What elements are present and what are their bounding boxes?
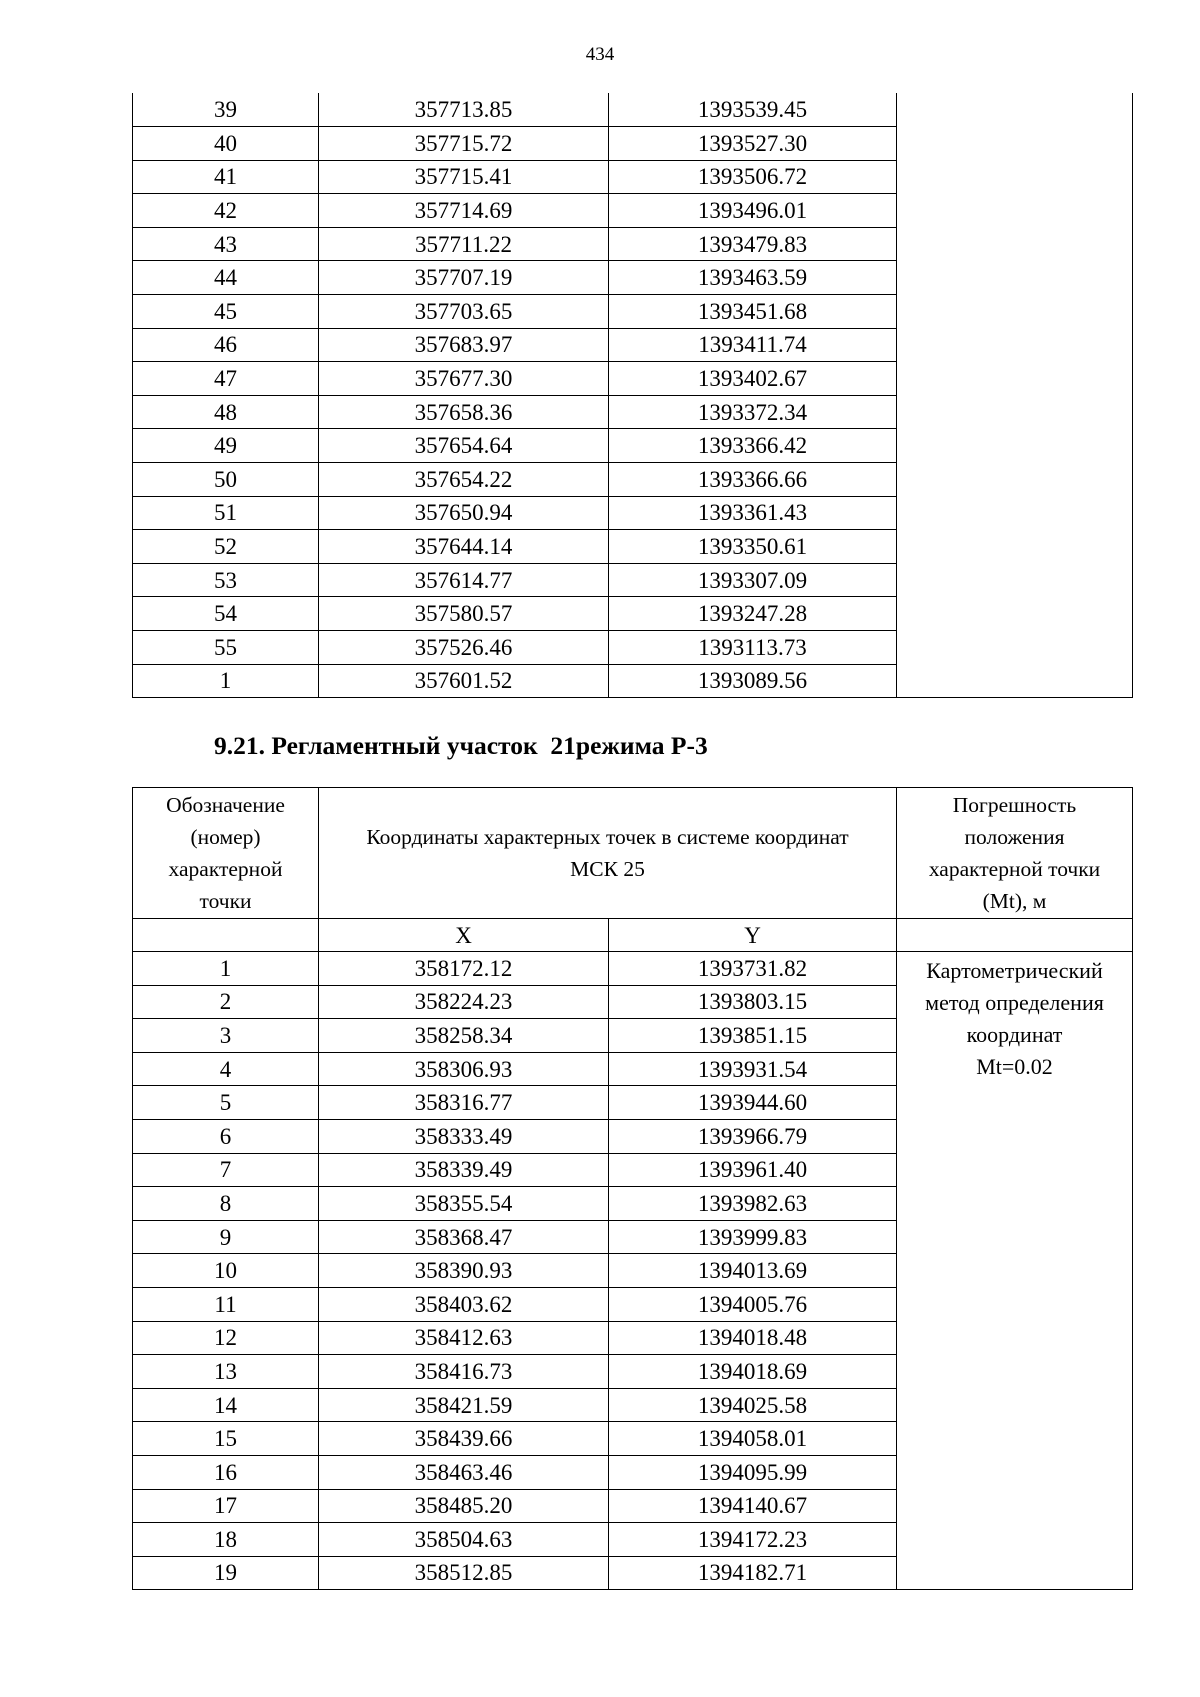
table-row: [133, 93, 1133, 127]
x-coordinate: 357650.94: [319, 496, 609, 530]
point-number: 16: [133, 1455, 319, 1489]
header-coordinates: Координаты характерных точек в системе координат МСК 25: [319, 788, 897, 919]
x-coordinate: 357711.22: [319, 227, 609, 261]
x-coordinate: 357715.41: [319, 160, 609, 194]
x-coordinate: 358416.73: [319, 1355, 609, 1389]
x-coordinate: 357644.14: [319, 530, 609, 564]
point-number: 6: [133, 1119, 319, 1153]
x-coordinate: 358390.93: [319, 1254, 609, 1288]
x-coordinate: 358306.93: [319, 1052, 609, 1086]
x-coordinate: 357703.65: [319, 295, 609, 329]
x-coordinate: 357654.22: [319, 463, 609, 497]
y-coordinate: 1393361.43: [609, 496, 897, 530]
y-coordinate: 1394182.71: [609, 1556, 897, 1590]
x-coordinate: 358403.62: [319, 1287, 609, 1321]
table-header-row: [133, 788, 1133, 919]
y-coordinate: 1393372.34: [609, 395, 897, 429]
x-coordinate: 357654.64: [319, 429, 609, 463]
x-coordinate: 357614.77: [319, 563, 609, 597]
x-coordinate: 357658.36: [319, 395, 609, 429]
y-coordinate: 1393961.40: [609, 1153, 897, 1187]
point-number: 51: [133, 496, 319, 530]
point-number: 14: [133, 1388, 319, 1422]
y-coordinate: 1393931.54: [609, 1052, 897, 1086]
point-number: 10: [133, 1254, 319, 1288]
x-coordinate: 358339.49: [319, 1153, 609, 1187]
y-coordinate: 1393803.15: [609, 985, 897, 1019]
y-coordinate: 1393506.72: [609, 160, 897, 194]
point-number: 11: [133, 1287, 319, 1321]
y-coordinate: 1393539.45: [609, 93, 897, 127]
x-coordinate: 358258.34: [319, 1019, 609, 1053]
x-coordinate: 358368.47: [319, 1220, 609, 1254]
point-number: 55: [133, 631, 319, 665]
x-coordinate: 357677.30: [319, 362, 609, 396]
y-coordinate: 1393944.60: [609, 1086, 897, 1120]
point-number: 39: [133, 93, 319, 127]
x-coordinate: 357683.97: [319, 328, 609, 362]
point-number: 9: [133, 1220, 319, 1254]
x-coordinate: 357714.69: [319, 194, 609, 228]
x-coordinate: 358439.66: [319, 1422, 609, 1456]
y-coordinate: 1393496.01: [609, 194, 897, 228]
x-coordinate: 358316.77: [319, 1086, 609, 1120]
y-coordinate: 1393851.15: [609, 1019, 897, 1053]
accuracy-note: [897, 952, 1133, 1590]
point-number: 41: [133, 160, 319, 194]
y-coordinate: 1393307.09: [609, 563, 897, 597]
subheader-empty: [133, 919, 319, 952]
y-coordinate: 1393366.66: [609, 463, 897, 497]
y-coordinate: 1393966.79: [609, 1119, 897, 1153]
y-coordinate: 1393113.73: [609, 631, 897, 665]
accuracy-note-line: Mt=0.02: [976, 1054, 1053, 1079]
point-number: 47: [133, 362, 319, 396]
header-accuracy: Погрешность положения характерной точки (Mt), м: [897, 788, 1133, 919]
section-heading: 9.21. Регламентный участок 21режима Р-3: [214, 731, 708, 760]
header-point-designation: Обозначение (номер) характерной точки: [133, 788, 319, 919]
point-number: 1: [133, 664, 319, 698]
x-coordinate: 357526.46: [319, 631, 609, 665]
point-number: 19: [133, 1556, 319, 1590]
y-coordinate: 1394005.76: [609, 1287, 897, 1321]
point-number: 4: [133, 1052, 319, 1086]
x-coordinate: 357713.85: [319, 93, 609, 127]
table-row: [133, 952, 1133, 986]
point-number: 7: [133, 1153, 319, 1187]
point-number: 52: [133, 530, 319, 564]
y-coordinate: 1393089.56: [609, 664, 897, 698]
coordinates-table: [132, 787, 1133, 1590]
y-coordinate: 1393350.61: [609, 530, 897, 564]
y-coordinate: 1394013.69: [609, 1254, 897, 1288]
point-number: 5: [133, 1086, 319, 1120]
header-x: X: [319, 919, 609, 952]
x-coordinate: 357707.19: [319, 261, 609, 295]
y-coordinate: 1393402.67: [609, 362, 897, 396]
accuracy-cell: [897, 93, 1133, 698]
point-number: 18: [133, 1523, 319, 1557]
point-number: 49: [133, 429, 319, 463]
point-number: 48: [133, 395, 319, 429]
header-y: Y: [609, 919, 897, 952]
x-coordinate: 358172.12: [319, 952, 609, 986]
y-coordinate: 1394058.01: [609, 1422, 897, 1456]
point-number: 43: [133, 227, 319, 261]
point-number: 53: [133, 563, 319, 597]
point-number: 50: [133, 463, 319, 497]
y-coordinate: 1393451.68: [609, 295, 897, 329]
accuracy-note-line: метод определения: [925, 990, 1104, 1015]
x-coordinate: 358333.49: [319, 1119, 609, 1153]
point-number: 12: [133, 1321, 319, 1355]
y-coordinate: 1394018.48: [609, 1321, 897, 1355]
point-number: 44: [133, 261, 319, 295]
point-number: 1: [133, 952, 319, 986]
point-number: 3: [133, 1019, 319, 1053]
x-coordinate: 358512.85: [319, 1556, 609, 1590]
x-coordinate: 358504.63: [319, 1523, 609, 1557]
y-coordinate: 1393463.59: [609, 261, 897, 295]
point-number: 8: [133, 1187, 319, 1221]
point-number: 40: [133, 127, 319, 161]
coordinates-table-continued: [132, 93, 1133, 698]
x-coordinate: 358463.46: [319, 1455, 609, 1489]
point-number: 42: [133, 194, 319, 228]
page-number: 434: [585, 44, 615, 65]
y-coordinate: 1394172.23: [609, 1523, 897, 1557]
y-coordinate: 1393731.82: [609, 952, 897, 986]
y-coordinate: 1394025.58: [609, 1388, 897, 1422]
point-number: 13: [133, 1355, 319, 1389]
x-coordinate: 358355.54: [319, 1187, 609, 1221]
y-coordinate: 1394095.99: [609, 1455, 897, 1489]
y-coordinate: 1394018.69: [609, 1355, 897, 1389]
y-coordinate: 1393527.30: [609, 127, 897, 161]
table-subheader-row: [133, 919, 1133, 952]
point-number: 45: [133, 295, 319, 329]
x-coordinate: 357715.72: [319, 127, 609, 161]
x-coordinate: 358224.23: [319, 985, 609, 1019]
subheader-empty: [897, 919, 1133, 952]
x-coordinate: 358485.20: [319, 1489, 609, 1523]
point-number: 46: [133, 328, 319, 362]
point-number: 15: [133, 1422, 319, 1456]
point-number: 2: [133, 985, 319, 1019]
y-coordinate: 1393366.42: [609, 429, 897, 463]
y-coordinate: 1393411.74: [609, 328, 897, 362]
x-coordinate: 357580.57: [319, 597, 609, 631]
x-coordinate: 357601.52: [319, 664, 609, 698]
y-coordinate: 1393999.83: [609, 1220, 897, 1254]
point-number: 17: [133, 1489, 319, 1523]
y-coordinate: 1394140.67: [609, 1489, 897, 1523]
y-coordinate: 1393982.63: [609, 1187, 897, 1221]
point-number: 54: [133, 597, 319, 631]
y-coordinate: 1393247.28: [609, 597, 897, 631]
x-coordinate: 358421.59: [319, 1388, 609, 1422]
accuracy-note-line: координат: [966, 1022, 1063, 1047]
y-coordinate: 1393479.83: [609, 227, 897, 261]
x-coordinate: 358412.63: [319, 1321, 609, 1355]
accuracy-note-line: Картометрический: [926, 958, 1103, 983]
